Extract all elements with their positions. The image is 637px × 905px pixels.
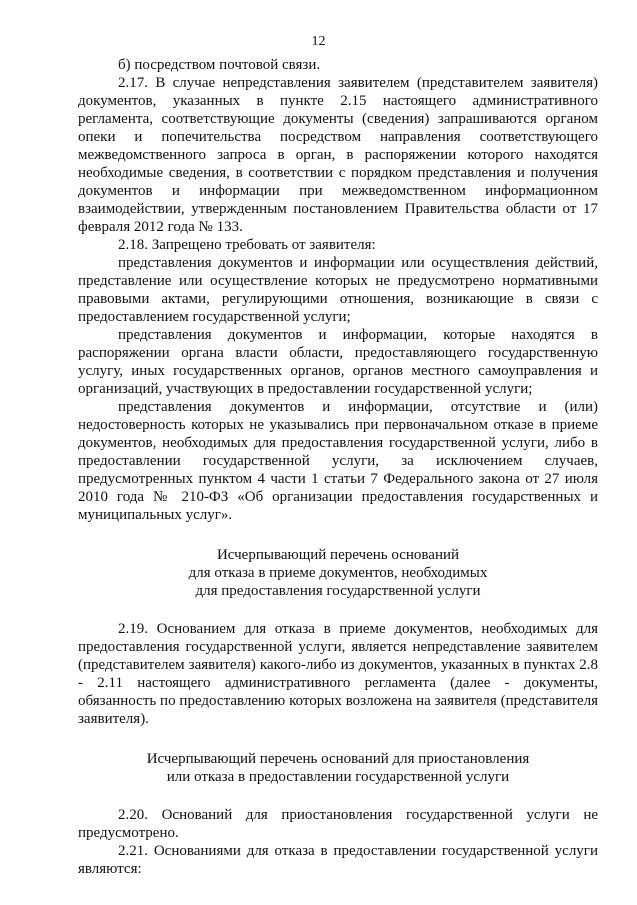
paragraph: 2.19. Основанием для отказа в приеме документов, необходимых для предоставления государственной услуги, является непредставление заявителем (представителем заявителя) какого-либо из документов, указанных в пунктах 2.8 - 2.11 настоящего административного регламента (далее - документы, обязанность по предоставлению которых возложена на заявителя (представителя заявителя). <box>78 621 598 727</box>
document-body <box>78 56 598 878</box>
section-heading <box>78 750 598 786</box>
section-heading-line: для предоставления государственной услуги <box>195 583 481 599</box>
section-heading-line: Исчерпывающий перечень оснований <box>216 547 460 563</box>
paragraph: б) посредством почтовой связи. <box>118 57 321 73</box>
section-heading-line: Исчерпывающий перечень оснований для приостановления <box>146 751 530 767</box>
paragraph: 2.20. Оснований для приостановления государственной услуги не предусмотрено. <box>78 807 598 841</box>
paragraph: представления документов и информации, которые находятся в распоряжении органа власти области, предоставляющего государственную услугу, иных государственных органов, органов местного самоуправления и организаций, участвующих в предоставлении государственной услуги; <box>78 327 598 397</box>
section-heading-line: или отказа в предоставлении государственной услуги <box>166 769 510 785</box>
paragraph: 2.21. Основаниями для отказа в предоставлении государственной услуги являются: <box>78 843 598 877</box>
page-number: 12 <box>311 34 326 49</box>
paragraph: представления документов и информации или осуществления действий, представление или осуществление которых не предусмотрено нормативными правовыми актами, регулирующими отношения, возникающие в связи с предоставлением государственной услуги; <box>78 255 598 325</box>
section-heading <box>78 546 598 600</box>
paragraph: 2.18. Запрещено требовать от заявителя: <box>118 237 376 253</box>
paragraph: представления документов и информации, отсутствие и (или) недостоверность которых не указывались при первоначальном отказе в приеме документов, необходимых для предоставления государственной услуги, либо в предоставлении государственной услуги, за исключением случаев, предусмотренных пунктом 4 части 1 статьи 7 Федерального закона от 27 июля 2010 года № 210-ФЗ «Об организации предоставления государственных и муниципальных услуг». <box>78 399 598 523</box>
paragraph: 2.17. В случае непредставления заявителем (представителем заявителя) документов, указанных в пункте 2.15 настоящего административного регламента, соответствующие документы (сведения) запрашиваются органом опеки и попечительства посредством направления соответствующего межведомственного запроса в орган, в распоряжении которого находятся необходимые сведения, в соответствии с порядком представления и получения документов и информации при межведомственном информационном взаимодействии, утвержденным постановлением Правительства области от 17 февраля 2012 года № 133. <box>78 75 598 235</box>
section-heading-line: для отказа в приеме документов, необходимых <box>188 565 488 581</box>
